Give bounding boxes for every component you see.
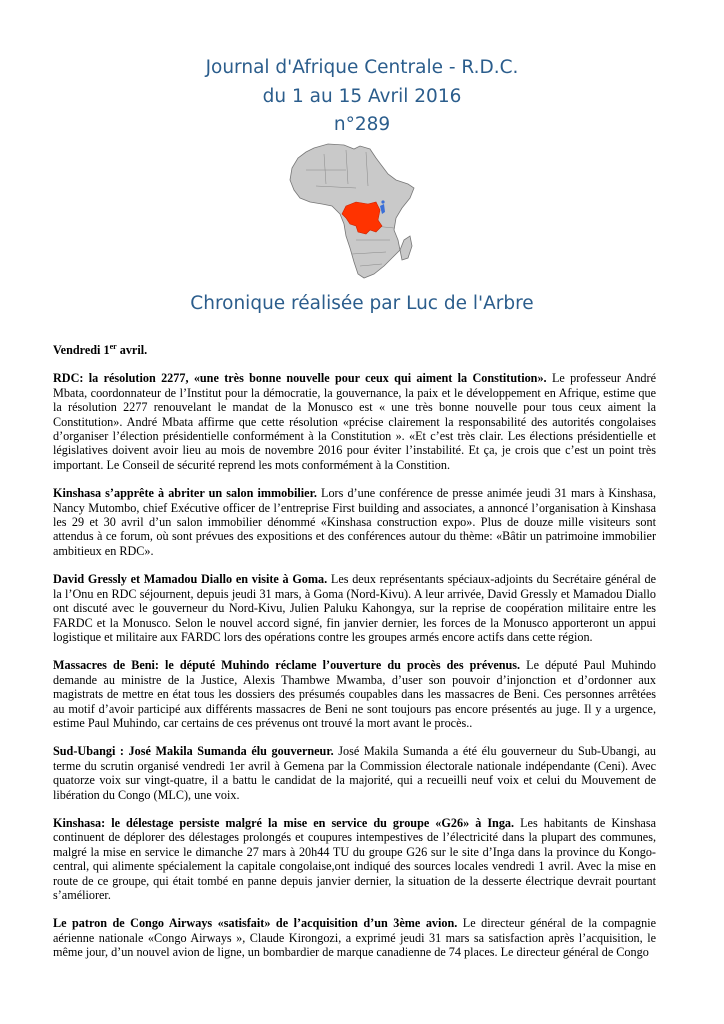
journal-period: du 1 au 15 Avril 2016 xyxy=(262,86,462,107)
article-headline: RDC: la résolution 2277, «une très bonne nouvelle pour ceux qui aiment la Constitution». xyxy=(53,371,547,386)
article-headline: Kinshasa s’apprête à abriter un salon immobilier. xyxy=(53,486,317,501)
article-headline: Kinshasa: le délestage persiste malgré la mise en service du groupe «G26» à Inga. xyxy=(53,815,515,830)
article-text: Le directeur général de la compagnie aérienne nationale «Congo Airways », Claude Kirongozi, a exprimé jeudi 31 mars sa satisfaction après l’acquisition, le même jour, d’un nouvel avion de ligne, un bombardier de marque canadienne de 74 places. Le directeur général de Congo xyxy=(53,916,656,960)
article-headline: Le patron de Congo Airways «satisfait» de l’acquisition d’un 3ème avion. xyxy=(53,916,458,931)
article-paragraph xyxy=(53,744,656,802)
article-text: Les deux représentants spéciaux-adjoints du Secrétaire général de la l’Onu en RDC séjournent, depuis jeudi 31 mars, à Goma (Nord-Kivu). A leur arrivée, David Gressly et Mamadou Diallo ont discuté avec le gouverneur du Nord-Kivu, Julien Paluku Kahongya, sur la reprise de coopération militaire entre les FARDC et la Monusco. Selon le nouvel accord signé, fin janvier dernier, les forces de la Monusco apporteront un appui logistique et militaire aux FARDC lors des opérations contre les groupes armés encore actifs dans cette région. xyxy=(53,572,657,644)
article-headline: Sud-Ubangi : José Makila Sumanda élu gouverneur. xyxy=(53,744,334,759)
article-text: Lors d’une conférence de presse animée jeudi 31 mars à Kinshasa, Nancy Mutombo, chief Exécutive officer de l’entreprise First building and associates, a annoncé l’organisation à Kinshasa les 29 et 30 avril d’un salon immobilier dénommé «Kinshasa construction expo». Plus de douze mille visiteurs sont attendus à ce forum, où sont prévues des expositions et des conférences autour du thème: «Bâtir un patrimoine immobilier ambitieux en RDC». xyxy=(53,486,656,558)
article-paragraph xyxy=(53,486,656,558)
article-text: Les habitants de Kinshasa continuent de déplorer des délestages prolongés et coupures intempestives de l’électricité dans la plupart des communes, malgré la mise en service le dimanche 27 mars à 20h44 TU du groupe G26 sur le site d’Inga dans la province du Kongo-central, qui alimente spécialement la capitale congolaise,ont indiqué des sources locales vendredi 1 avril. Avec la mise en route de ce groupe, qui était tombé en panne depuis janvier dernier, la situation de la desserte électrique devrait pourtant s’améliorer. xyxy=(53,815,656,902)
article-paragraph xyxy=(53,371,656,472)
article-paragraph xyxy=(53,658,656,730)
madagascar-shape xyxy=(400,236,412,260)
article-body xyxy=(53,343,656,974)
article-headline: David Gressly et Mamadou Diallo en visite à Goma. xyxy=(53,572,328,587)
article-headline: Massacres de Beni: le député Muhindo réclame l’ouverture du procès des prévenus. xyxy=(53,658,521,673)
article-paragraph xyxy=(53,916,656,959)
africa-map-icon xyxy=(286,140,420,280)
date-heading: Vendredi 1er avril. xyxy=(53,341,148,357)
article-paragraph xyxy=(53,572,656,644)
journal-title: Journal d'Afrique Centrale - R.D.C. xyxy=(205,57,519,78)
article-paragraph xyxy=(53,816,656,902)
chronicle-author: Chronique réalisée par Luc de l'Arbre xyxy=(190,293,534,314)
article-text: José Makila Sumanda a été élu gouverneur du Sub-Ubangi, au terme du scrutin organisé vendredi 1er avril à Gemena par la Commission électorale nationale indépendante (Ceni). Avec quatorze voix sur vingt-quatre, il a battu le candidat de la majorité, qui a recueilli neuf voix et celui du Mouvement de libération du Congo (MLC), une voix. xyxy=(53,744,657,802)
article-text: Le député Paul Muhindo demande au ministre de la Justice, Alexis Thambwe Mwamba, d’user son pouvoir d’injonction et d’ordonner aux magistrats de mettre en état tous les dossiers des présumés coupables dans les massacres de Beni. Ces personnes arrêtées au motif d’avoir participé aux différents massacres de Beni ne sont toujours pas encore présentés au juge. Il y a urgence, estime Paul Muhindo, car certains de ces prévenus ont trouvé la mort avant le procès.. xyxy=(53,658,656,730)
journal-issue-number: n°289 xyxy=(333,114,391,135)
article-text: Le professeur André Mbata, coordonnateur de l’Institut pour la démocratie, la gouvernance, la paix et le développement en Afrique, estime que la résolution 2277 renouvelant le mandat de la Monusco est « une très bonne nouvelle pour tous ceux aiment la Constitution». André Mbata affirme que cette résolution «précise clairement la responsabilité des autorités congolaises d’organiser l’élection présidentielle conformément à la Constitution ». «Et c’est très clair. Les élections présidentielle et législatives doivent avoir lieu au mois de novembre 2016 pour éviter l’instabilité. Et ça, je crois que c’est un point très important. Le Conseil de sécurité reprend les mots conformément à la Constition. xyxy=(53,371,656,472)
